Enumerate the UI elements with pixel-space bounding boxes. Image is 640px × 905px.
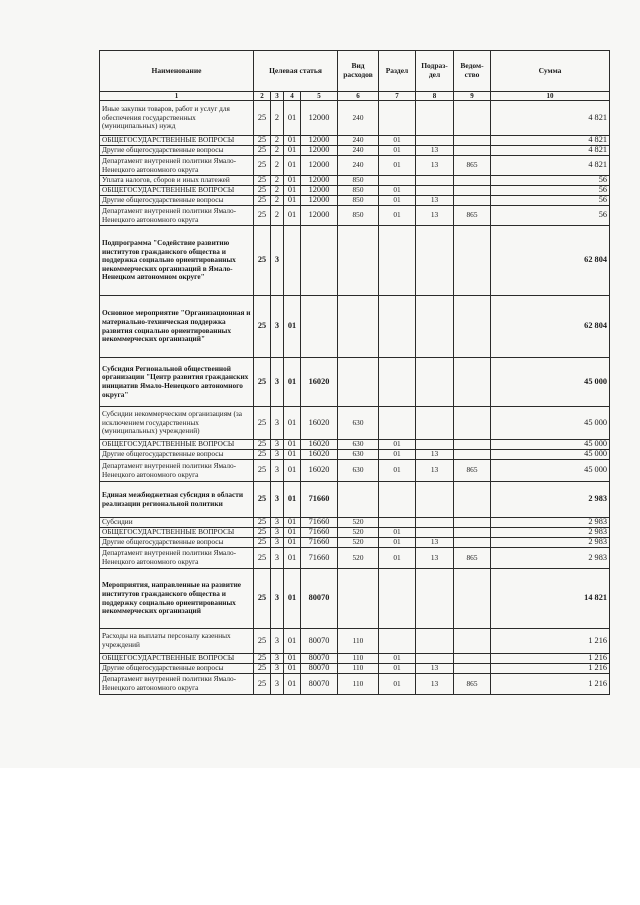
target-part-4: 12000 <box>301 206 338 226</box>
column-number: 2 <box>254 92 271 101</box>
target-part-1: 25 <box>254 358 271 407</box>
target-part-1: 25 <box>254 226 271 296</box>
target-part-1: 25 <box>254 548 271 569</box>
column-number: 5 <box>301 92 338 101</box>
podrazdel-cell: 13 <box>416 156 454 176</box>
vedomstvo-cell <box>454 136 491 146</box>
target-part-1: 25 <box>254 440 271 450</box>
podrazdel-cell: 13 <box>416 460 454 482</box>
vid-cell: 850 <box>338 196 379 206</box>
vid-cell: 240 <box>338 146 379 156</box>
header-name: Наименование <box>100 51 254 92</box>
razdel-cell: 01 <box>379 548 416 569</box>
vid-cell <box>338 482 379 518</box>
table-row <box>100 407 610 440</box>
razdel-cell: 01 <box>379 450 416 460</box>
column-number: 3 <box>271 92 284 101</box>
sum-cell: 45 000 <box>491 450 610 460</box>
sum-cell: 4 821 <box>491 156 610 176</box>
target-part-1: 25 <box>254 136 271 146</box>
row-name: Другие общегосударственные вопросы <box>100 196 254 206</box>
target-part-1: 25 <box>254 654 271 664</box>
vid-cell: 850 <box>338 186 379 196</box>
vid-cell <box>338 296 379 358</box>
razdel-cell: 01 <box>379 136 416 146</box>
target-part-2: 2 <box>271 176 284 186</box>
target-part-2: 3 <box>271 407 284 440</box>
vedomstvo-cell: 865 <box>454 548 491 569</box>
vid-cell: 630 <box>338 450 379 460</box>
target-part-3: 01 <box>284 629 301 654</box>
target-part-4: 12000 <box>301 136 338 146</box>
row-name: Другие общегосударственные вопросы <box>100 146 254 156</box>
podrazdel-cell <box>416 528 454 538</box>
row-name: Уплата налогов, сборов и иных платежей <box>100 176 254 186</box>
podrazdel-cell: 13 <box>416 538 454 548</box>
vedomstvo-cell <box>454 407 491 440</box>
vedomstvo-cell <box>454 538 491 548</box>
razdel-cell: 01 <box>379 206 416 226</box>
table-row <box>100 569 610 629</box>
razdel-cell: 01 <box>379 460 416 482</box>
target-part-2: 3 <box>271 664 284 674</box>
target-part-1: 25 <box>254 196 271 206</box>
row-name: Департамент внутренней политики Ямало-Ненецкого автономного округа <box>100 156 254 176</box>
target-part-3: 01 <box>284 136 301 146</box>
razdel-cell <box>379 296 416 358</box>
target-part-2: 3 <box>271 538 284 548</box>
target-part-3: 01 <box>284 176 301 186</box>
sum-cell: 45 000 <box>491 407 610 440</box>
table-row <box>100 440 610 450</box>
target-part-4: 71660 <box>301 528 338 538</box>
table-row <box>100 664 610 674</box>
podrazdel-cell: 13 <box>416 196 454 206</box>
target-part-4: 80070 <box>301 664 338 674</box>
target-part-1: 25 <box>254 101 271 136</box>
target-part-2: 3 <box>271 226 284 296</box>
header-vedomstvo: Ведом-ство <box>454 51 491 92</box>
podrazdel-cell: 13 <box>416 146 454 156</box>
row-name: ОБЩЕГОСУДАРСТВЕННЫЕ ВОПРОСЫ <box>100 528 254 538</box>
sum-cell: 2 983 <box>491 548 610 569</box>
table-row <box>100 548 610 569</box>
row-name: Расходы на выплаты персоналу казенных учреждений <box>100 629 254 654</box>
podrazdel-cell <box>416 358 454 407</box>
target-part-2: 2 <box>271 101 284 136</box>
row-name: Другие общегосударственные вопросы <box>100 664 254 674</box>
vedomstvo-cell: 865 <box>454 460 491 482</box>
vedomstvo-cell <box>454 358 491 407</box>
target-part-1: 25 <box>254 156 271 176</box>
podrazdel-cell <box>416 186 454 196</box>
target-part-3: 01 <box>284 482 301 518</box>
sum-cell: 56 <box>491 186 610 196</box>
vedomstvo-cell <box>454 296 491 358</box>
vid-cell: 110 <box>338 674 379 695</box>
podrazdel-cell <box>416 407 454 440</box>
row-name: Подпрограмма "Содействие развитию институтов гражданского общества и поддержка социально ориентированных некоммерческих организаций в Ямало-Ненецком автономном округе" <box>100 226 254 296</box>
target-part-3: 01 <box>284 538 301 548</box>
target-part-3: 01 <box>284 569 301 629</box>
sum-cell: 1 216 <box>491 674 610 695</box>
row-name: ОБЩЕГОСУДАРСТВЕННЫЕ ВОПРОСЫ <box>100 440 254 450</box>
vid-cell <box>338 358 379 407</box>
target-part-4: 71660 <box>301 548 338 569</box>
target-part-4: 12000 <box>301 101 338 136</box>
sum-cell: 56 <box>491 176 610 186</box>
table-row <box>100 136 610 146</box>
table-row <box>100 186 610 196</box>
sum-cell: 1 216 <box>491 629 610 654</box>
target-part-1: 25 <box>254 206 271 226</box>
razdel-cell <box>379 226 416 296</box>
target-part-4: 71660 <box>301 482 338 518</box>
target-part-2: 3 <box>271 482 284 518</box>
podrazdel-cell: 13 <box>416 664 454 674</box>
column-number: 7 <box>379 92 416 101</box>
target-part-4: 80070 <box>301 629 338 654</box>
target-part-4: 12000 <box>301 196 338 206</box>
target-part-1: 25 <box>254 450 271 460</box>
razdel-cell: 01 <box>379 196 416 206</box>
sum-cell: 45 000 <box>491 358 610 407</box>
budget-table <box>99 50 610 695</box>
sum-cell: 62 804 <box>491 226 610 296</box>
podrazdel-cell: 13 <box>416 548 454 569</box>
podrazdel-cell <box>416 176 454 186</box>
vedomstvo-cell <box>454 482 491 518</box>
table-header-row <box>100 51 610 92</box>
target-part-2: 3 <box>271 450 284 460</box>
target-part-4: 12000 <box>301 146 338 156</box>
sum-cell: 45 000 <box>491 460 610 482</box>
target-part-4: 16020 <box>301 407 338 440</box>
vid-cell: 110 <box>338 629 379 654</box>
vid-cell: 850 <box>338 206 379 226</box>
target-part-2: 2 <box>271 136 284 146</box>
razdel-cell: 01 <box>379 146 416 156</box>
razdel-cell: 01 <box>379 664 416 674</box>
target-part-2: 3 <box>271 440 284 450</box>
target-part-2: 2 <box>271 206 284 226</box>
vid-cell: 520 <box>338 528 379 538</box>
target-part-4: 16020 <box>301 450 338 460</box>
razdel-cell <box>379 101 416 136</box>
table-row <box>100 176 610 186</box>
vid-cell: 520 <box>338 548 379 569</box>
header-target: Целевая статья <box>254 51 338 92</box>
vid-cell <box>338 569 379 629</box>
target-part-1: 25 <box>254 176 271 186</box>
table-row <box>100 206 610 226</box>
target-part-1: 25 <box>254 674 271 695</box>
vedomstvo-cell <box>454 101 491 136</box>
table-row <box>100 518 610 528</box>
vid-cell: 630 <box>338 407 379 440</box>
target-part-1: 25 <box>254 569 271 629</box>
target-part-3: 01 <box>284 528 301 538</box>
target-part-1: 25 <box>254 629 271 654</box>
vedomstvo-cell: 865 <box>454 674 491 695</box>
row-name: Мероприятия, направленные на развитие институтов гражданского общества и поддержку социально ориентированных некоммерческих организаций <box>100 569 254 629</box>
sum-cell: 56 <box>491 196 610 206</box>
target-part-4: 12000 <box>301 186 338 196</box>
row-name: Департамент внутренней политики Ямало-Ненецкого автономного округа <box>100 206 254 226</box>
target-part-2: 3 <box>271 569 284 629</box>
table-row <box>100 146 610 156</box>
vid-cell: 630 <box>338 440 379 450</box>
sum-cell: 2 983 <box>491 518 610 528</box>
sum-cell: 4 821 <box>491 146 610 156</box>
target-part-1: 25 <box>254 482 271 518</box>
podrazdel-cell <box>416 518 454 528</box>
target-part-3: 01 <box>284 460 301 482</box>
target-part-4: 71660 <box>301 538 338 548</box>
vedomstvo-cell <box>454 654 491 664</box>
razdel-cell: 01 <box>379 186 416 196</box>
target-part-2: 3 <box>271 296 284 358</box>
row-name: Департамент внутренней политики Ямало-Ненецкого автономного округа <box>100 548 254 569</box>
vid-cell: 240 <box>338 101 379 136</box>
row-name: Другие общегосударственные вопросы <box>100 450 254 460</box>
target-part-3: 01 <box>284 101 301 136</box>
target-part-3: 01 <box>284 358 301 407</box>
vedomstvo-cell <box>454 196 491 206</box>
target-part-2: 3 <box>271 629 284 654</box>
target-part-3: 01 <box>284 296 301 358</box>
header-podrazdel: Подраз-дел <box>416 51 454 92</box>
target-part-4 <box>301 296 338 358</box>
target-part-3: 01 <box>284 548 301 569</box>
row-name: ОБЩЕГОСУДАРСТВЕННЫЕ ВОПРОСЫ <box>100 186 254 196</box>
table-row <box>100 156 610 176</box>
vedomstvo-cell: 865 <box>454 206 491 226</box>
target-part-3: 01 <box>284 407 301 440</box>
target-part-3: 01 <box>284 674 301 695</box>
target-part-3: 01 <box>284 654 301 664</box>
table-body <box>100 101 610 695</box>
row-name: ОБЩЕГОСУДАРСТВЕННЫЕ ВОПРОСЫ <box>100 654 254 664</box>
sum-cell: 1 216 <box>491 664 610 674</box>
target-part-1: 25 <box>254 186 271 196</box>
vid-cell: 850 <box>338 176 379 186</box>
row-name: Единая межбюджетная субсидия в области реализации региональной политики <box>100 482 254 518</box>
vedomstvo-cell <box>454 518 491 528</box>
column-number: 10 <box>491 92 610 101</box>
header-razdel: Раздел <box>379 51 416 92</box>
column-number: 8 <box>416 92 454 101</box>
razdel-cell: 01 <box>379 654 416 664</box>
podrazdel-cell: 13 <box>416 674 454 695</box>
target-part-2: 3 <box>271 674 284 695</box>
razdel-cell <box>379 629 416 654</box>
vedomstvo-cell <box>454 226 491 296</box>
column-number: 4 <box>284 92 301 101</box>
vedomstvo-cell <box>454 664 491 674</box>
target-part-1: 25 <box>254 664 271 674</box>
podrazdel-cell <box>416 101 454 136</box>
target-part-1: 25 <box>254 538 271 548</box>
table-row <box>100 358 610 407</box>
table-row <box>100 528 610 538</box>
table-row <box>100 450 610 460</box>
table-row <box>100 196 610 206</box>
podrazdel-cell <box>416 296 454 358</box>
sum-cell: 2 983 <box>491 528 610 538</box>
vid-cell: 520 <box>338 518 379 528</box>
razdel-cell <box>379 518 416 528</box>
vedomstvo-cell <box>454 528 491 538</box>
table-row <box>100 538 610 548</box>
razdel-cell: 01 <box>379 528 416 538</box>
podrazdel-cell <box>416 654 454 664</box>
row-name: Департамент внутренней политики Ямало-Ненецкого автономного округа <box>100 674 254 695</box>
row-name: Иные закупки товаров, работ и услуг для обеспечения государственных (муниципальных) нужд <box>100 101 254 136</box>
target-part-2: 3 <box>271 548 284 569</box>
vid-cell: 520 <box>338 538 379 548</box>
row-name: ОБЩЕГОСУДАРСТВЕННЫЕ ВОПРОСЫ <box>100 136 254 146</box>
vedomstvo-cell <box>454 176 491 186</box>
sum-cell: 62 804 <box>491 296 610 358</box>
podrazdel-cell <box>416 440 454 450</box>
vedomstvo-cell <box>454 629 491 654</box>
header-summa: Сумма <box>491 51 610 92</box>
column-number: 1 <box>100 92 254 101</box>
podrazdel-cell: 13 <box>416 450 454 460</box>
target-part-2: 3 <box>271 460 284 482</box>
target-part-1: 25 <box>254 528 271 538</box>
target-part-1: 25 <box>254 407 271 440</box>
table-row <box>100 629 610 654</box>
vid-cell: 240 <box>338 156 379 176</box>
target-part-3: 01 <box>284 186 301 196</box>
target-part-4: 80070 <box>301 654 338 664</box>
podrazdel-cell <box>416 226 454 296</box>
vedomstvo-cell <box>454 450 491 460</box>
vid-cell: 110 <box>338 654 379 664</box>
sum-cell: 2 983 <box>491 538 610 548</box>
razdel-cell: 01 <box>379 156 416 176</box>
vedomstvo-cell: 865 <box>454 156 491 176</box>
target-part-3: 01 <box>284 206 301 226</box>
table-row <box>100 674 610 695</box>
razdel-cell <box>379 176 416 186</box>
target-part-2: 3 <box>271 528 284 538</box>
column-number-row <box>100 92 610 101</box>
target-part-2: 3 <box>271 518 284 528</box>
sum-cell: 4 821 <box>491 101 610 136</box>
table-row <box>100 460 610 482</box>
target-part-4: 16020 <box>301 460 338 482</box>
vedomstvo-cell <box>454 186 491 196</box>
razdel-cell <box>379 358 416 407</box>
sum-cell: 56 <box>491 206 610 226</box>
sum-cell: 2 983 <box>491 482 610 518</box>
target-part-2: 2 <box>271 156 284 176</box>
target-part-4: 16020 <box>301 440 338 450</box>
row-name: Другие общегосударственные вопросы <box>100 538 254 548</box>
target-part-4: 80070 <box>301 674 338 695</box>
sum-cell: 14 821 <box>491 569 610 629</box>
target-part-1: 25 <box>254 296 271 358</box>
vedomstvo-cell <box>454 440 491 450</box>
sum-cell: 45 000 <box>491 440 610 450</box>
target-part-3 <box>284 226 301 296</box>
vedomstvo-cell <box>454 569 491 629</box>
target-part-3: 01 <box>284 664 301 674</box>
target-part-4: 12000 <box>301 156 338 176</box>
table-row <box>100 296 610 358</box>
table-row <box>100 654 610 664</box>
table-row <box>100 101 610 136</box>
sum-cell: 4 821 <box>491 136 610 146</box>
target-part-3: 01 <box>284 440 301 450</box>
target-part-2: 2 <box>271 186 284 196</box>
target-part-4: 71660 <box>301 518 338 528</box>
target-part-4: 80070 <box>301 569 338 629</box>
vid-cell <box>338 226 379 296</box>
razdel-cell: 01 <box>379 440 416 450</box>
target-part-3: 01 <box>284 196 301 206</box>
vid-cell: 240 <box>338 136 379 146</box>
target-part-4 <box>301 226 338 296</box>
target-part-4: 12000 <box>301 176 338 186</box>
target-part-2: 3 <box>271 654 284 664</box>
sum-cell: 1 216 <box>491 654 610 664</box>
target-part-1: 25 <box>254 146 271 156</box>
target-part-4: 16020 <box>301 358 338 407</box>
row-name: Субсидии некоммерческим организациям (за исключением государственных (муниципальных) учреждений) <box>100 407 254 440</box>
razdel-cell <box>379 569 416 629</box>
podrazdel-cell <box>416 136 454 146</box>
table-row <box>100 226 610 296</box>
row-name: Субсидия Региональной общественной организации "Центр развития гражданских инициатив Ямало-Ненецкого автономного округа" <box>100 358 254 407</box>
target-part-2: 2 <box>271 196 284 206</box>
vid-cell: 630 <box>338 460 379 482</box>
target-part-1: 25 <box>254 518 271 528</box>
podrazdel-cell <box>416 482 454 518</box>
target-part-3: 01 <box>284 450 301 460</box>
razdel-cell <box>379 482 416 518</box>
row-name: Субсидии <box>100 518 254 528</box>
podrazdel-cell <box>416 569 454 629</box>
row-name: Департамент внутренней политики Ямало-Ненецкого автономного округа <box>100 460 254 482</box>
row-name: Основное мероприятие "Организационная и материально-техническая поддержка развития социально ориентированных некоммерческих организаций" <box>100 296 254 358</box>
razdel-cell: 01 <box>379 674 416 695</box>
podrazdel-cell: 13 <box>416 206 454 226</box>
vedomstvo-cell <box>454 146 491 156</box>
podrazdel-cell <box>416 629 454 654</box>
table-row <box>100 482 610 518</box>
target-part-3: 01 <box>284 518 301 528</box>
header-vid: Вид расходов <box>338 51 379 92</box>
razdel-cell: 01 <box>379 538 416 548</box>
target-part-2: 3 <box>271 358 284 407</box>
target-part-2: 2 <box>271 146 284 156</box>
target-part-3: 01 <box>284 156 301 176</box>
razdel-cell <box>379 407 416 440</box>
column-number: 6 <box>338 92 379 101</box>
vid-cell: 110 <box>338 664 379 674</box>
target-part-3: 01 <box>284 146 301 156</box>
target-part-1: 25 <box>254 460 271 482</box>
column-number: 9 <box>454 92 491 101</box>
